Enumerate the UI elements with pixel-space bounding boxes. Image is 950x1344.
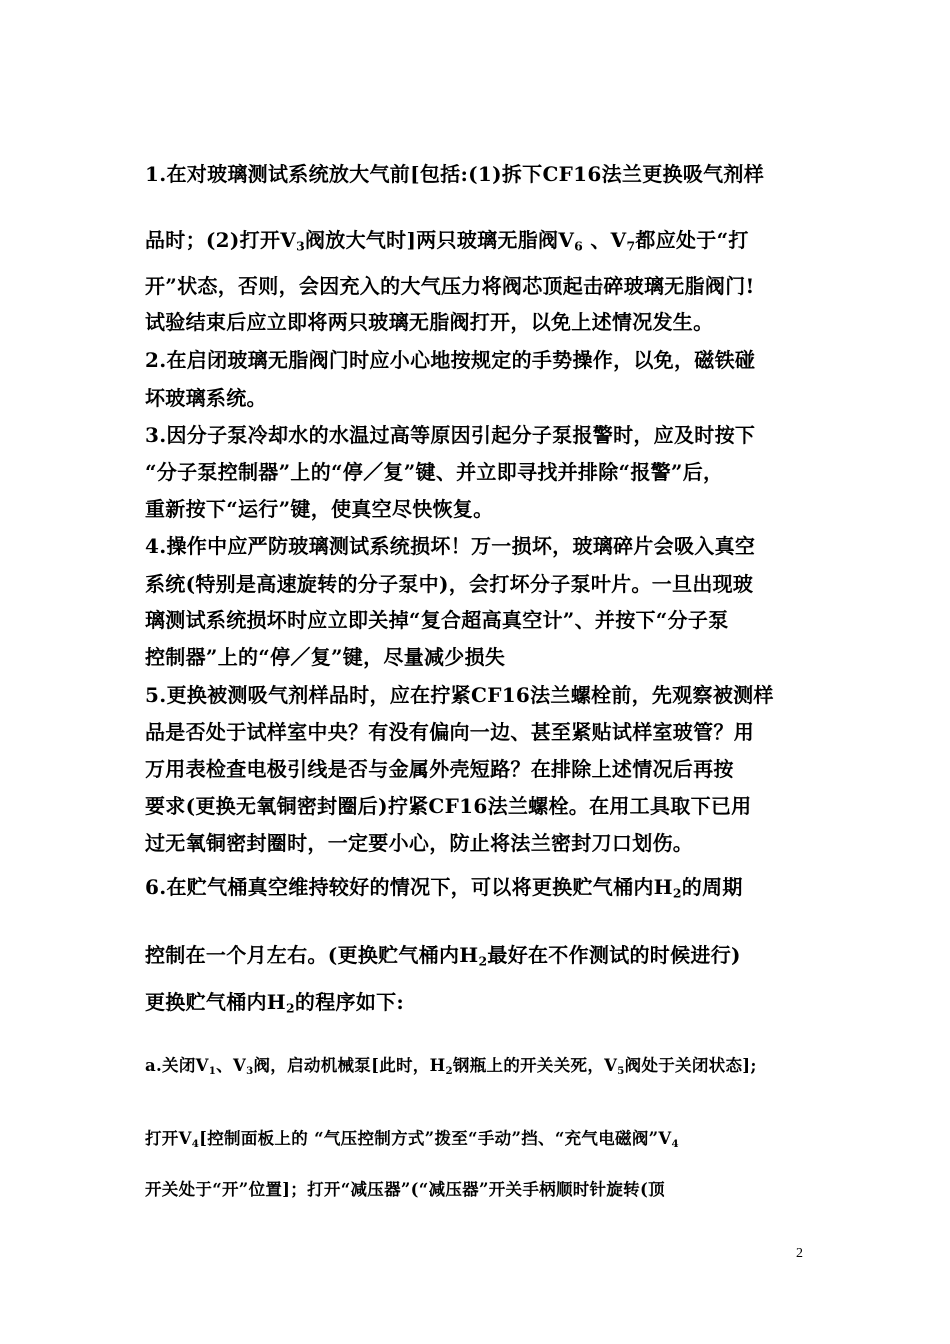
- text-line: 打开$V_4$[控制面板上的 “气压控制方式”拨至“手动”挡、“充气电磁阀$”V_4$: [145, 1129, 679, 1151]
- text-line: 万用表检查电极引线是否与金属外壳短路？在排除上述情况后再按: [145, 757, 734, 781]
- text-line: 开关处于“开”位置]；打开“减压器”(“减压器”开关手柄顺时针旋转(顶: [145, 1180, 665, 1199]
- subscript: 2: [672, 885, 682, 901]
- text-line: 坏玻璃系统。: [145, 386, 267, 410]
- text-line: 系统(特别是高速旋转的分子泵中)，会打坏分子泵叶片。一旦出现玻: [145, 572, 754, 596]
- text-line: 控制器”上的“停／复”键，尽量减少损失: [145, 645, 506, 669]
- text-line: 试验结束后应立即将两只玻璃无脂阀打开，以免上述情况发生。: [145, 310, 714, 334]
- text-line: 控制在一个月左右。(更换贮气桶内$H_2$最好在不作测试的时候进行): [145, 943, 741, 969]
- text-line: 1.在对玻璃测试系统放大气前[包括:(1)拆下CF16法兰更换吸气剂样: [145, 162, 765, 186]
- text-line: 璃测试系统损坏时应立即关掉“复合超高真空计”、并按下“分子泵: [145, 608, 729, 632]
- text-line: 5.更换被测吸气剂样品时，应在拧紧CF16法兰螺栓前，先观察被测样: [145, 683, 774, 707]
- text-line: “分子泵控制器”上的“停／复”键、并立即寻找并排除“报警”后，: [145, 460, 724, 484]
- subscript: 2: [478, 953, 488, 969]
- text-line: 品时；(2)打开$V_3$阀放大气时]两只玻璃无脂阀$V_6$ 、$V_7$都应处于“打: [145, 228, 749, 254]
- text-line: 品是否处于试样室中央？有没有偏向一边、甚至紧贴试样室玻管？用: [145, 720, 754, 744]
- page-number: 2: [796, 1246, 803, 1261]
- subscript: 1: [208, 1065, 217, 1078]
- text-line: 3.因分子泵冷却水的水温过高等原因引起分子泵报警时，应及时按下: [145, 423, 756, 447]
- subscript: 2: [286, 1000, 295, 1016]
- subscript: 3: [296, 238, 305, 254]
- text-line: 4.操作中应严防玻璃测试系统损坏！万一损坏，玻璃碎片会吸入真空: [145, 534, 756, 558]
- subscript: 4: [191, 1138, 200, 1151]
- text-line: 过无氧铜密封圈时，一定要小心，防止将法兰密封刀口划伤。: [145, 831, 694, 855]
- text-line: 2.在启闭玻璃无脂阀门时应小心地按规定的手势操作，以免，磁铁碰: [145, 348, 756, 372]
- text-line: 开”状态，否则，会因充入的大气压力将阀芯顶起击碎玻璃无脂阀门!: [145, 274, 755, 298]
- text-line: 重新按下“运行”键，使真空尽快恢复。: [145, 497, 494, 521]
- subscript: 7: [626, 238, 636, 254]
- text-line: 要求(更换无氧铜密封圈后)拧紧CF16法兰螺栓。在用工具取下已用: [145, 794, 752, 818]
- subscript: 4: [671, 1138, 679, 1151]
- subscript: 2: [445, 1065, 453, 1078]
- subscript: 3: [246, 1065, 254, 1078]
- text-line: 更换贮气桶内$H_2$的程序如下:: [145, 990, 405, 1016]
- subscript: 5: [617, 1065, 625, 1078]
- text-line: a.关闭$V_1$、$V_3$阀，启动机械泵[此时，$H_2$钢瓶上的开关关死，$V_5$阀处于关闭状态];: [145, 1056, 757, 1078]
- subscript: 6: [574, 238, 584, 254]
- text-line: 6.在贮气桶真空维持较好的情况下，可以将更换贮气桶内$H_2$的周期: [145, 875, 743, 901]
